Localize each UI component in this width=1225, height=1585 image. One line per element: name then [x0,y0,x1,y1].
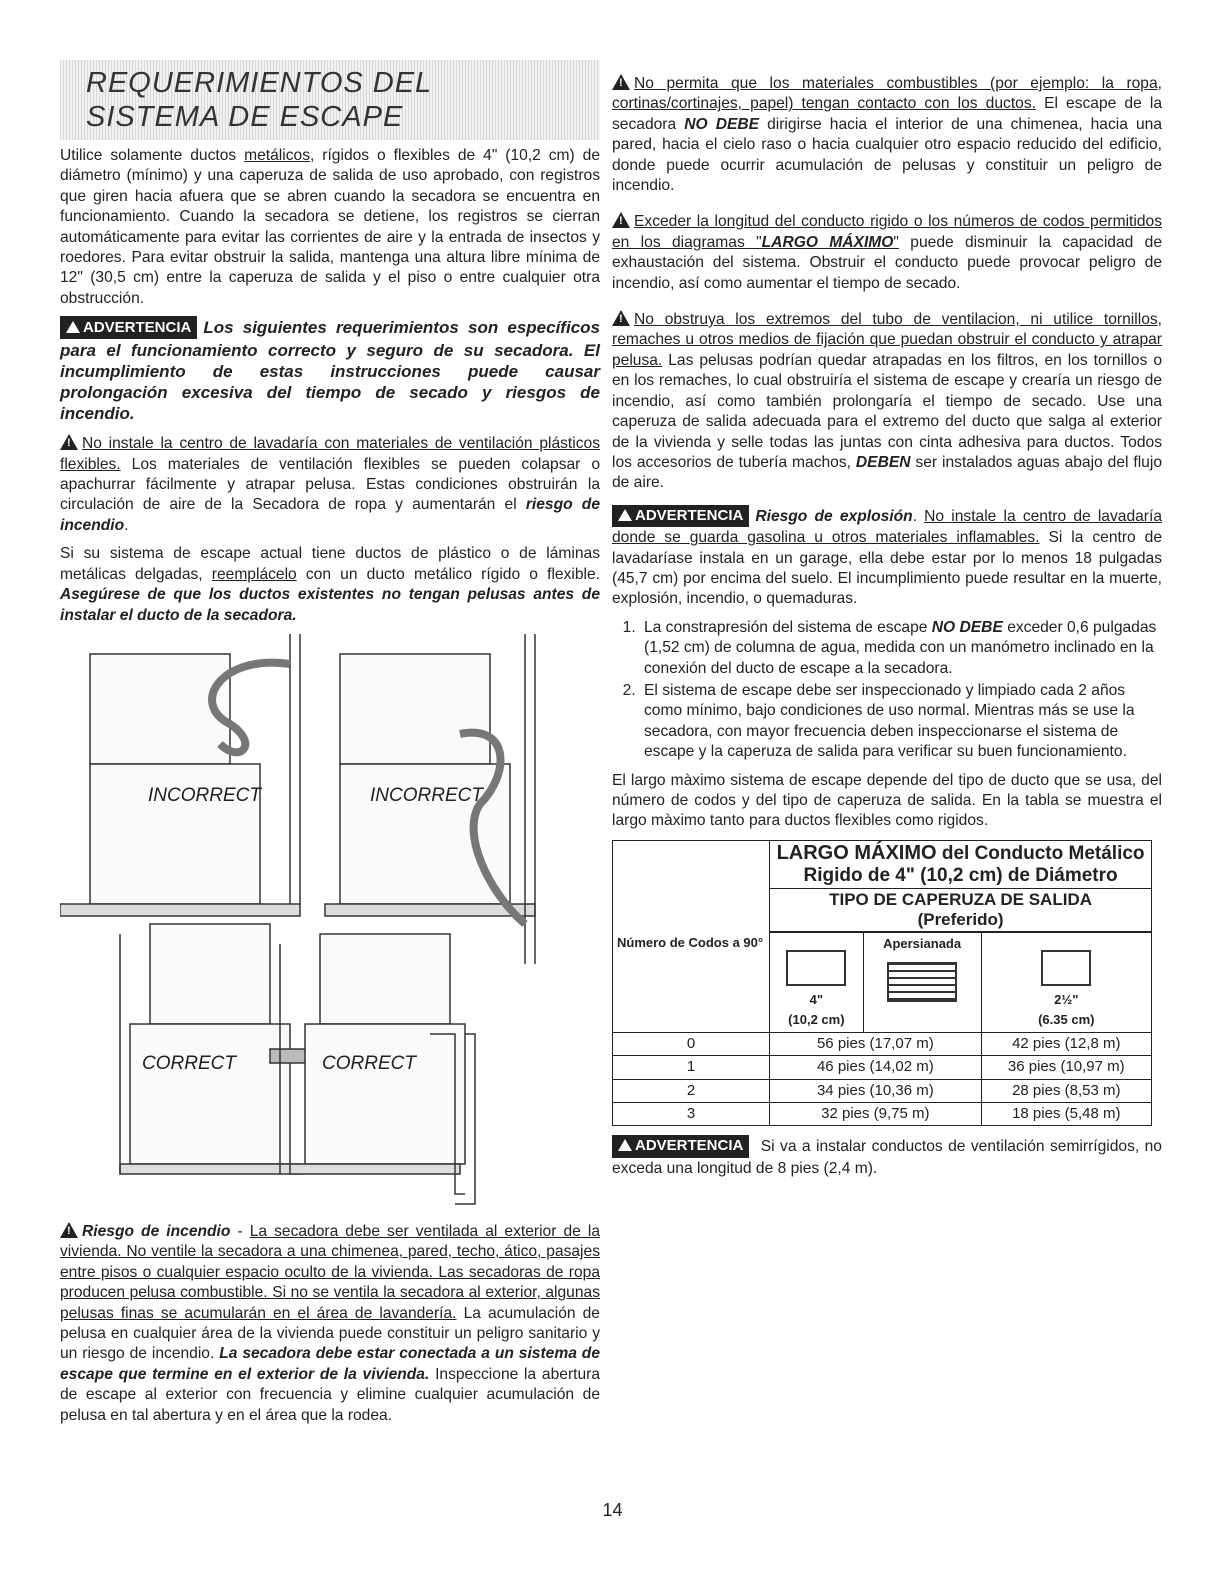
table-row [613,1103,1152,1126]
warning-badge: ADVERTENCIA [612,505,749,527]
warning-triangle-icon [618,509,632,521]
hood-type-1: 4" (10,2 cm) [770,932,864,1032]
incorrect-label-left: INCORRECT [148,784,261,806]
table-corner [613,840,770,932]
incorrect-label-right: INCORRECT [370,784,483,806]
caution-icon [60,434,78,450]
louvered-hood-icon [887,962,957,1002]
fire-risk-paragraph: !Riesgo de incendio - La secadora debe ser ventilada al exterior de la vivienda. No ventile la secadora a una chimenea, pared, techo, ático, pasajes entre pisos o cualquier espacio oculto de la vivienda. Las secadoras de ropa producen pelusa combustible. Si no se ventila la secadora al exterior, algunas pelusas finas se acumularán en el área de lavandería. La acumulación de pelusa en cualquier área de la vivienda puede constituir un peligro sanitario y un riesgo de incendio. La secadora debe estar conectada a un sistema de escape que termine en el exterior de la vivienda. Inspeccione la abertura de escape al exterior con frecuencia y elimine cualquier acumulación de pelusa en tal abertura y en el área que la rodea. [60,1220,600,1426]
vent-installation-figure [60,634,600,1214]
table-cell: 56 pies (17,07 m) [770,1032,981,1055]
vent-diagram-illustration [60,634,600,1214]
warning-triangle-icon [618,1139,632,1151]
intro-paragraph: Utilice solamente ductos metálicos, rígidos o flexibles de 4" (10,2 cm) de diámetro (mínimo) y una caperuza de salida de uso aprobado, con registros que giren hacia afuera que se abren cuando la secadora se encuentra en funcionamiento. Cuando la secadora se detiene, los registros se cierran automáticamente para evitar las corrientes de aire y la entrada de insectos y roedores. Para evitar obstruir la salida, mantenga una altura libre mínima de 12" (30,5 cm) entre la caperuza de salida y el piso o entre cualquier otra obstrucción. [60,147,601,307]
max-length-paragraph: !Exceder la longitud del conducto rigido o los números de codos permitidos en los diagramas "LARGO MÁXIMO" puede disminuir la capacidad de exhaustación del sistema. Obstruir el conducto puede provocar peligro de incendio, así como aumentar el tiempo de secado. [612,210,1162,294]
table-row [613,1056,1152,1079]
table-cell: 36 pies (10,97 m) [981,1056,1151,1079]
left-column [60,60,600,1434]
combustible-paragraph: !No permita que los materiales combustibles (por ejemplo: la ropa, cortinas/cortinajes, papel) tengan contacto con los ductos. El escape de la secadora NO DEBE dirigirse hacia el interior de una chimenea, hacia una pared, hacia el cielo raso o hacia cualquier otro espacio reducido del edificio, donde puede ocurrir acumulación de pelusas y constituir un peligro de incendio. [612,72,1162,196]
table-cell: 3 [613,1103,770,1126]
warning-paragraph-1: ADVERTENCIA Los siguientes requerimientos son específicos para el funcionamiento correcto y seguro de su secadora. El incumplimiento de estas instrucciones puede causar prolongación excesiva del tiempo de secado y riesgos de incendio. [60,318,600,424]
warning-badge: ADVERTENCIA [60,316,197,339]
table-cell: 1 [613,1056,770,1079]
obstruct-paragraph: !No obstruya los extremos del tubo de ventilacion, ni utilice tornillos, remaches u otros medios de fijación que puedan obstruir el conducto y atrapar pelusa. Las pelusas podrían quedar atrapadas en los filtros, en los tornillos o en los remaches, lo cual obstruiría el sistema de escape y crearía un riesgo de incendio, así como también prolongaría el tiempo de secado. Use una caperuza de salida adecuada para el extremo del ducto que salga al exterior de la vivienda y selle todas las juntas con cinta adhesiva para ductos. Todos los accesorios de tubería machos, DEBEN ser instalados aguas abajo del flujo de aire. [612,308,1162,494]
max-length-table [612,840,1152,1127]
semirigid-paragraph: ADVERTENCIA Si va a instalar conductos de ventilación semirrígidos, no exceda una longitud de 8 pies (2,4 m). [612,1137,1162,1177]
section-header [60,60,600,140]
table-row [613,1079,1152,1102]
list-item: 1. La constrapresión del sistema de escape NO DEBE exceder 0,6 pulgadas (1,52 cm) de columna de agua, medida con un manómetro inclinado en la conexión del ducto de escape a la secadora. [640,618,1162,679]
table-row [613,1032,1152,1055]
table-cell: 42 pies (12,8 m) [981,1032,1151,1055]
table-subtitle: TIPO DE CAPERUZA DE SALIDA (Preferido) [770,888,1152,931]
table-cell: 46 pies (14,02 m) [770,1056,981,1079]
plastic-vent-paragraph: !No instale la centro de lavadaría con materiales de ventilación plásticos flexibles. Los materiales de ventilación flexibles se pueden colapsar o apachurrar fácilmente y atrapar pelusa. Estas condiciones obstruirán la circulación de aire de la Secadora de ropa y aumentarán el riesgo de incendio. [60,432,600,536]
table-cell: 32 pies (9,75 m) [770,1103,981,1126]
correct-label-left: CORRECT [142,1052,236,1074]
header-line-1: REQUERIMIENTOS DEL [86,67,433,99]
hood-1-icon [786,950,846,986]
caution-icon [612,310,630,326]
warning-triangle-icon [66,321,80,333]
caution-icon [60,1222,78,1238]
table-cell: 34 pies (10,36 m) [770,1079,981,1102]
correct-label-right: CORRECT [322,1052,416,1074]
table-cell: 18 pies (5,48 m) [981,1103,1151,1126]
right-column [612,72,1162,1187]
elbows-header: Número de Codos a 90° [613,932,770,1032]
explosion-paragraph: ADVERTENCIA Riesgo de explosión. No instale la centro de lavadaría donde se guarda gasolina u otros materiales inflamables. Si la centro de lavadaríase instala en un garage, ella debe estar por lo menos 18 pulgadas (45,7 cm) por encima del suelo. El incumplimiento puede resultar en la muerte, explosión, incendio, o quemaduras. [612,506,1162,608]
page-number: 14 [602,1500,623,1520]
replace-paragraph: Si su sistema de escape actual tiene ductos de plástico o de láminas metálicas delgadas, reemplácelo con un ducto metálico rígido o flexible. Asegúrese de que los ductos existentes no tengan pelusas antes de instalar el ducto de la secadora. [60,545,600,624]
requirements-list [640,618,1162,763]
table-title: LARGO MÁXIMO del Conducto Metálico Rigido de 4" (10,2 cm) de Diámetro [770,840,1152,888]
header-line-2: SISTEMA DE ESCAPE [86,101,404,133]
hood-type-2: Apersianada [863,932,981,1032]
warning-badge: ADVERTENCIA [612,1135,749,1157]
hood-3-icon [1041,950,1091,986]
max-system-paragraph: El largo màximo sistema de escape depende del tipo de ducto que se usa, del número de codos y del tipo de caperuza de salida. En la tabla se muestra el largo màximo tanto para ductos flexibles como rigidos. [612,771,1162,830]
list-item: 2. El sistema de escape debe ser inspeccionado y limpiado cada 2 años como mínimo, bajo condiciones de uso normal. Mientras más se use la secadora, con mayor frecuencia deben inspeccionarse el sistema de escape y la caperuza de salida para verificar su buen funcionamiento. [640,681,1162,763]
caution-icon [612,74,630,90]
table-cell: 2 [613,1079,770,1102]
hood-type-3: 2½" (6.35 cm) [981,932,1151,1032]
table-cell: 28 pies (8,53 m) [981,1079,1151,1102]
caution-icon [612,212,630,228]
table-cell: 0 [613,1032,770,1055]
